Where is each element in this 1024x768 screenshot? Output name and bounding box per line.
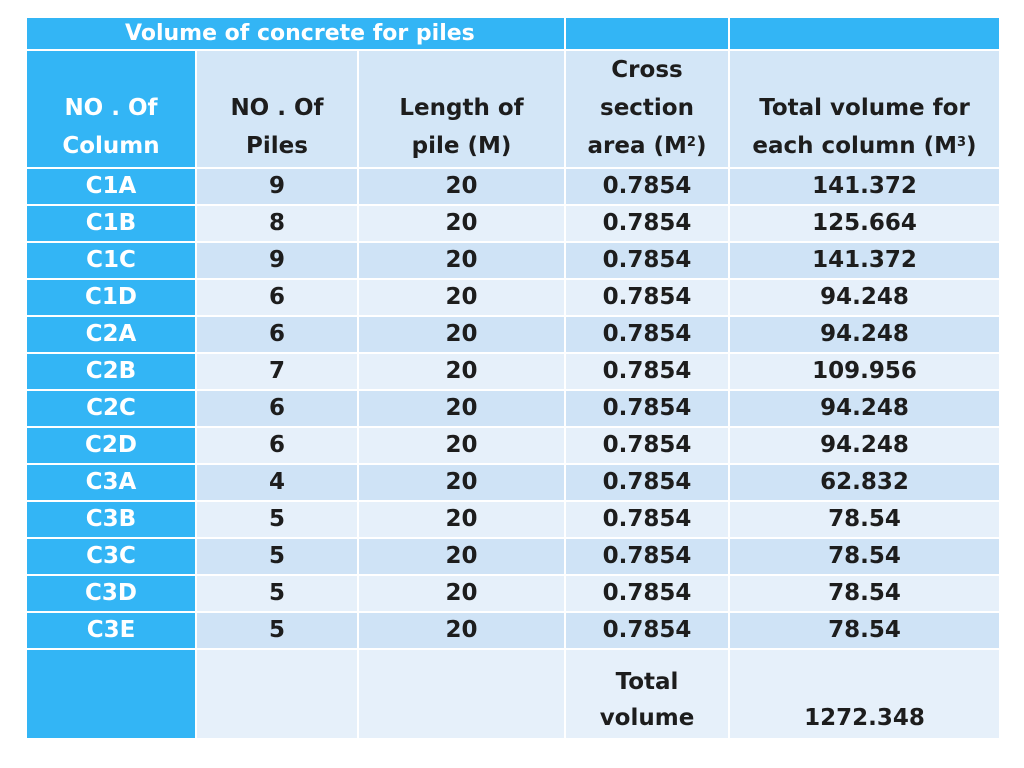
piles-cell: 6 <box>197 280 357 315</box>
header-line: NO . Of <box>64 95 158 121</box>
title-blank-cell <box>730 18 999 49</box>
volume-cell: 94.248 <box>730 280 999 315</box>
area-cell: 0.7854 <box>566 169 728 204</box>
title-row <box>27 18 999 49</box>
piles-cell: 7 <box>197 354 357 389</box>
total-label <box>566 650 728 738</box>
header-row <box>27 51 999 167</box>
column-id-cell: C3A <box>27 465 195 500</box>
table-title: Volume of concrete for piles <box>27 18 564 49</box>
header-total-volume <box>730 51 999 167</box>
volume-cell: 125.664 <box>730 206 999 241</box>
volume-cell: 141.372 <box>730 243 999 278</box>
piles-cell: 5 <box>197 539 357 574</box>
header-text: each column (M <box>752 133 957 159</box>
volume-cell: 78.54 <box>730 502 999 537</box>
table-row <box>27 465 999 500</box>
piles-cell: 8 <box>197 206 357 241</box>
table-row <box>27 317 999 352</box>
superscript: 2 <box>686 135 696 150</box>
piles-cell: 4 <box>197 465 357 500</box>
total-blank-cell <box>197 650 357 738</box>
volume-cell: 62.832 <box>730 465 999 500</box>
total-blank-cell <box>27 650 195 738</box>
length-cell: 20 <box>359 354 564 389</box>
length-cell: 20 <box>359 576 564 611</box>
table-row <box>27 280 999 315</box>
column-id-cell: C3D <box>27 576 195 611</box>
pile-concrete-table <box>25 16 1001 740</box>
length-cell: 20 <box>359 206 564 241</box>
header-length <box>359 51 564 167</box>
column-id-cell: C3B <box>27 502 195 537</box>
length-cell: 20 <box>359 169 564 204</box>
header-line: section <box>600 95 694 121</box>
area-cell: 0.7854 <box>566 576 728 611</box>
header-column-id <box>27 51 195 167</box>
header-line: Piles <box>246 133 308 159</box>
area-cell: 0.7854 <box>566 317 728 352</box>
table-row <box>27 539 999 574</box>
table-row <box>27 354 999 389</box>
header-line: pile (M) <box>411 133 512 159</box>
length-cell: 20 <box>359 280 564 315</box>
area-cell: 0.7854 <box>566 243 728 278</box>
header-text: ) <box>966 133 977 159</box>
table-row <box>27 243 999 278</box>
volume-cell: 78.54 <box>730 576 999 611</box>
piles-cell: 6 <box>197 428 357 463</box>
table-row <box>27 576 999 611</box>
length-cell: 20 <box>359 502 564 537</box>
length-cell: 20 <box>359 465 564 500</box>
area-cell: 0.7854 <box>566 354 728 389</box>
column-id-cell: C2A <box>27 317 195 352</box>
volume-cell: 94.248 <box>730 428 999 463</box>
header-line <box>730 127 999 165</box>
volume-cell: 78.54 <box>730 539 999 574</box>
piles-cell: 6 <box>197 317 357 352</box>
piles-cell: 5 <box>197 502 357 537</box>
column-id-cell: C1C <box>27 243 195 278</box>
length-cell: 20 <box>359 539 564 574</box>
length-cell: 20 <box>359 391 564 426</box>
header-piles <box>197 51 357 167</box>
area-cell: 0.7854 <box>566 280 728 315</box>
piles-cell: 9 <box>197 243 357 278</box>
area-cell: 0.7854 <box>566 502 728 537</box>
header-line: NO . Of <box>230 95 324 121</box>
volume-cell: 141.372 <box>730 169 999 204</box>
total-value: 1272.348 <box>730 650 999 738</box>
total-label-line: volume <box>599 705 695 731</box>
piles-cell: 5 <box>197 613 357 648</box>
length-cell: 20 <box>359 243 564 278</box>
table-row <box>27 502 999 537</box>
header-line: Total volume for <box>759 95 970 121</box>
header-text: ) <box>695 133 707 159</box>
table-row <box>27 391 999 426</box>
column-id-cell: C2C <box>27 391 195 426</box>
total-label-line: Total <box>615 669 679 695</box>
area-cell: 0.7854 <box>566 428 728 463</box>
table-row <box>27 613 999 648</box>
piles-cell: 9 <box>197 169 357 204</box>
header-line: Column <box>62 133 160 159</box>
total-row <box>27 650 999 738</box>
volume-cell: 109.956 <box>730 354 999 389</box>
column-id-cell: C1D <box>27 280 195 315</box>
column-id-cell: C3E <box>27 613 195 648</box>
area-cell: 0.7854 <box>566 539 728 574</box>
header-text: area (M <box>587 133 687 159</box>
column-id-cell: C2B <box>27 354 195 389</box>
column-id-cell: C1A <box>27 169 195 204</box>
total-blank-cell <box>359 650 564 738</box>
header-line <box>566 127 728 165</box>
length-cell: 20 <box>359 613 564 648</box>
table-row <box>27 428 999 463</box>
header-cross-section <box>566 51 728 167</box>
length-cell: 20 <box>359 317 564 352</box>
table-row <box>27 169 999 204</box>
area-cell: 0.7854 <box>566 613 728 648</box>
superscript: 3 <box>957 135 967 150</box>
column-id-cell: C2D <box>27 428 195 463</box>
piles-cell: 6 <box>197 391 357 426</box>
area-cell: 0.7854 <box>566 391 728 426</box>
title-blank-cell <box>566 18 728 49</box>
length-cell: 20 <box>359 428 564 463</box>
volume-cell: 94.248 <box>730 391 999 426</box>
volume-cell: 78.54 <box>730 613 999 648</box>
volume-cell: 94.248 <box>730 317 999 352</box>
area-cell: 0.7854 <box>566 206 728 241</box>
area-cell: 0.7854 <box>566 465 728 500</box>
piles-cell: 5 <box>197 576 357 611</box>
header-line: Length of <box>399 95 524 121</box>
header-line: Cross <box>611 57 683 83</box>
column-id-cell: C3C <box>27 539 195 574</box>
table-row <box>27 206 999 241</box>
column-id-cell: C1B <box>27 206 195 241</box>
